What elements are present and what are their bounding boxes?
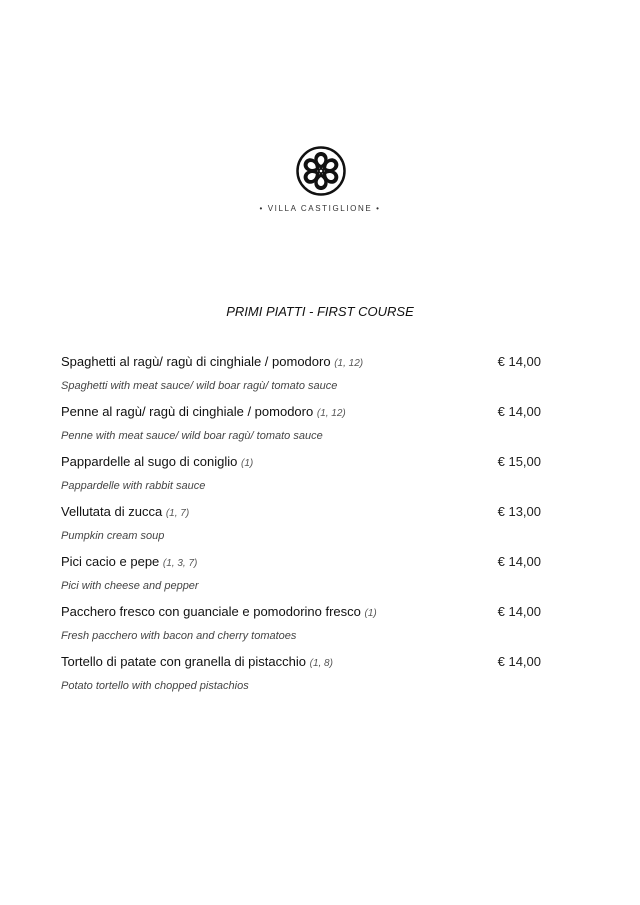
item-name: Pappardelle al sugo di coniglio bbox=[61, 454, 238, 469]
rose-window-icon bbox=[296, 146, 346, 196]
menu-item bbox=[61, 454, 541, 504]
item-name: Pici cacio e pepe bbox=[61, 554, 160, 569]
item-allergens: (1, 8) bbox=[309, 658, 333, 669]
item-allergens: (1, 12) bbox=[316, 408, 346, 419]
item-description: Penne with meat sauce/ wild boar ragù/ tomato sauce bbox=[61, 430, 323, 442]
item-description: Spaghetti with meat sauce/ wild boar ragù/ tomato sauce bbox=[61, 380, 338, 392]
item-allergens: (1, 12) bbox=[334, 358, 364, 369]
menu-item bbox=[61, 554, 541, 604]
item-allergens: (1) bbox=[364, 608, 377, 619]
item-price: € 13,00 bbox=[497, 504, 541, 519]
menu-list bbox=[61, 354, 541, 704]
item-price: € 14,00 bbox=[497, 354, 541, 369]
section-title: PRIMI PIATTI - FIRST COURSE bbox=[226, 304, 414, 319]
item-price: € 15,00 bbox=[497, 454, 541, 469]
item-name: Penne al ragù/ ragù di cinghiale / pomodoro bbox=[61, 404, 314, 419]
item-allergens: (1) bbox=[240, 458, 254, 469]
item-description: Pumpkin cream soup bbox=[61, 530, 165, 542]
item-name: Spaghetti al ragù/ ragù di cinghiale / pomodoro bbox=[61, 354, 331, 369]
item-price: € 14,00 bbox=[497, 554, 541, 569]
item-description: Fresh pacchero with bacon and cherry tomatoes bbox=[61, 630, 297, 642]
menu-item bbox=[61, 604, 541, 654]
item-allergens: (1, 3, 7) bbox=[162, 558, 198, 569]
brand-name: • VILLA CASTIGLIONE • bbox=[259, 204, 381, 213]
menu-item bbox=[61, 504, 541, 554]
item-name: Vellutata di zucca bbox=[61, 504, 163, 519]
item-price: € 14,00 bbox=[497, 654, 541, 669]
menu-item bbox=[61, 404, 541, 454]
item-description: Pici with cheese and pepper bbox=[61, 580, 199, 592]
item-description: Potato tortello with chopped pistachios bbox=[61, 680, 249, 692]
menu-item bbox=[61, 654, 541, 704]
item-price: € 14,00 bbox=[497, 604, 541, 619]
item-name: Pacchero fresco con guanciale e pomodorino fresco bbox=[61, 604, 361, 619]
item-description: Pappardelle with rabbit sauce bbox=[61, 480, 206, 492]
item-name: Tortello di patate con granella di pistacchio bbox=[61, 654, 306, 669]
item-allergens: (1, 7) bbox=[165, 508, 190, 519]
item-price: € 14,00 bbox=[497, 404, 541, 419]
menu-item bbox=[61, 354, 541, 404]
